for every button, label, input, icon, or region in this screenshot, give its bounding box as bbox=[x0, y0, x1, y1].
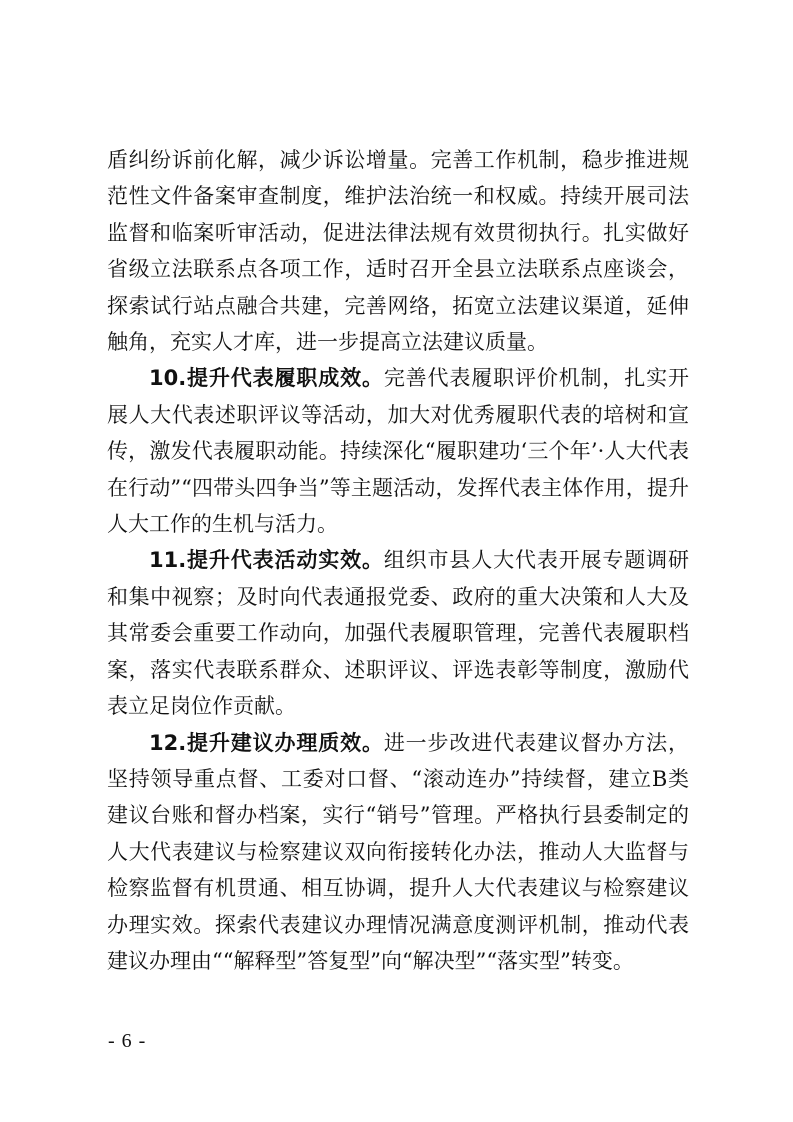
paragraph-heading: 11.提升代表活动实效。 bbox=[149, 548, 384, 573]
paragraph-heading: 12.提升建议办理质效。 bbox=[149, 730, 384, 755]
paragraph-text: 组织市县人大代表开展专题调研和集中视察；及时向代表通报党委、政府的重大决策和人大及其常委会重要工作动向，加强代表履职管理，完善代表履职档案，落实代表联系群众、述职评议、评选表彰等制度，激励代表立足岗位作贡献。 bbox=[107, 548, 690, 719]
paragraph-text: 盾纠纷诉前化解，减少诉讼增量。完善工作机制，稳步推进规范性文件备案审查制度，维护法治统一和权威。持续开展司法监督和临案听审活动，促进法律法规有效贯彻执行。扎实做好省级立法联系点各项工作，适时召开全县立法联系点座谈会，探索试行站点融合共建，完善网络，拓宽立法建议渠道，延伸触角，充实人才库，进一步提高立法建议质量。 bbox=[107, 148, 689, 355]
paragraph-item-10 bbox=[107, 360, 689, 542]
page-number: - 6 - bbox=[108, 1030, 147, 1052]
paragraph-item-11 bbox=[107, 542, 689, 724]
paragraph-text: 完善代表履职评价机制，扎实开展人大代表述职评议等活动，加大对优秀履职代表的培树和宣传，激发代表履职动能。持续深化“履职建功‘三个年’·人大代表在行动”“四带头四争当”等主题活动，发挥代表主体作用，提升人大工作的生机与活力。 bbox=[107, 366, 690, 537]
paragraph-text: 进一步改进代表建议督办方法，坚持领导重点督、工委对口督、“滚动连办”持续督，建立B类建议台账和督办档案，实行“销号”管理。严格执行县委制定的人大代表建议与检察建议双向衔接转化办法，推动人大监督与检察监督有机贯通、相互协调，提升人大代表建议与检察建议办理实效。探索代表建议办理情况满意度测评机制，推动代表建议办理由““解释型”答复型”向“解决型”“落实型”转变。 bbox=[107, 730, 690, 973]
paragraph-heading: 10.提升代表履职成效。 bbox=[149, 366, 384, 391]
paragraph-continuation bbox=[107, 142, 689, 360]
paragraph-item-12 bbox=[107, 725, 689, 980]
document-body bbox=[107, 142, 689, 979]
